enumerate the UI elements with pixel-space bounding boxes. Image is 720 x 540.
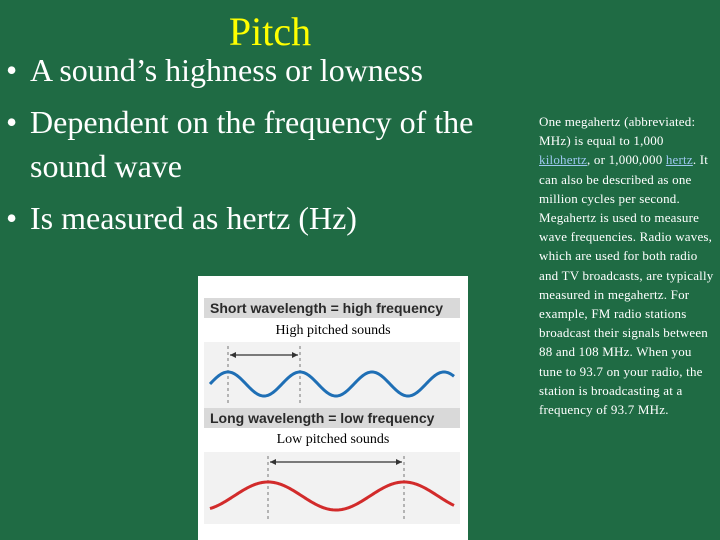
bullet-text: Is measured as hertz (Hz) — [30, 200, 357, 236]
bullet-marker: • — [6, 52, 18, 88]
low-frequency-heading: Long wavelength = low frequency — [204, 408, 460, 428]
slide-title: Pitch — [228, 9, 312, 54]
bullet-marker: • — [6, 104, 18, 140]
bullet-text: A sound’s highness or lowness — [30, 52, 423, 88]
wave-background — [204, 342, 460, 408]
note-text: , or 1,000,000 — [587, 152, 666, 168]
note-text: One megahertz (abbreviated: MHz) is equal to 1,000 — [539, 114, 696, 149]
kilohertz-link[interactable]: kilohertz — [539, 152, 588, 168]
high-pitch-caption: High pitched sounds — [275, 323, 391, 338]
low-frequency-wave-diagram — [204, 452, 460, 524]
low-pitch-caption: Low pitched sounds — [276, 432, 390, 447]
wavelength-figure — [198, 276, 468, 540]
bullet-text: sound wave — [30, 148, 182, 184]
high-frequency-heading: Short wavelength = high frequency — [204, 298, 460, 318]
note-text: . It can also be described as one million cycles per second. Megahertz is used to measure wave frequencies. Radio waves, which are used for both radio and TV broadcasts, are typically measured in megahertz. For example, FM radio stations broadcast their signals between 88 and 108 MHz. When you tune to 93.7 on your radio, the station is broadcasting at a frequency of 93.7 MHz. — [539, 152, 714, 418]
bullet-marker: • — [6, 200, 18, 236]
hertz-link[interactable]: hertz — [665, 152, 693, 168]
megahertz-note — [539, 112, 715, 419]
high-frequency-wave-diagram — [204, 342, 460, 408]
bullet-text: Dependent on the frequency of the — [30, 104, 474, 140]
